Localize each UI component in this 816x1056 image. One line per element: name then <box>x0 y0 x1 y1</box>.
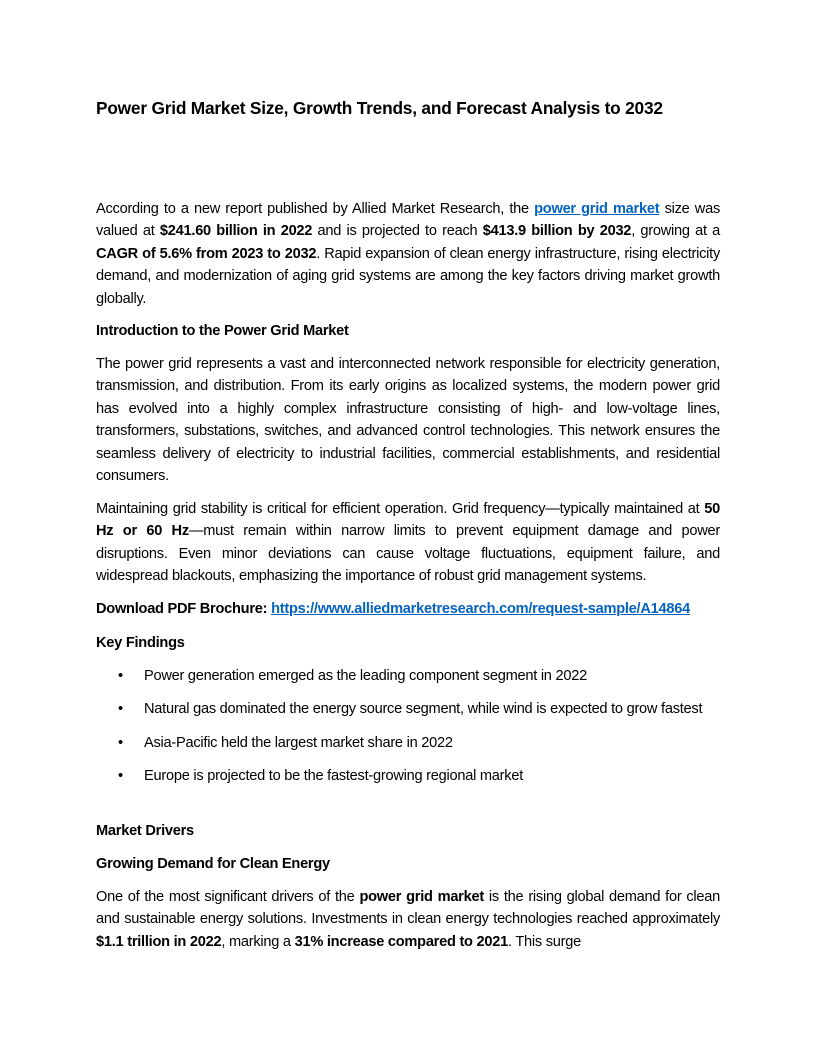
finding-text: Natural gas dominated the energy source segment, while wind is expected to grow fastest <box>144 701 703 718</box>
increase-value: 31% increase compared to 2021 <box>294 933 508 950</box>
bullet-icon: • <box>118 734 123 751</box>
frequency-value: 50 Hz or 60 Hz <box>96 501 720 540</box>
text: size was valued at <box>96 201 721 240</box>
text: , growing at a <box>631 223 720 240</box>
section-heading-market-drivers: Market Drivers <box>96 823 194 839</box>
download-brochure-link[interactable]: https://www.alliedmarketresearch.com/request-sample/A14864 <box>271 601 690 617</box>
section-heading-key-findings: Key Findings <box>96 635 185 651</box>
emphasis: power grid market <box>359 889 484 905</box>
text: —must remain within narrow limits to prevent equipment damage and power disruptions. Even minor deviations can cause voltage fluctuations, equipment failure, and widespread blackouts, emphasizing the importance of robust grid management systems. <box>96 523 720 585</box>
text: One of the most significant drivers of the <box>96 889 360 905</box>
finding-text: Asia-Pacific held the largest market share in 2022 <box>144 734 453 751</box>
power-grid-market-link[interactable]: power grid market <box>534 201 660 217</box>
list-item <box>96 698 720 720</box>
bullet-icon: • <box>118 668 123 684</box>
bullet-icon: • <box>118 768 123 785</box>
market-value-2032: $413.9 billion by 2032 <box>482 223 632 240</box>
investment-value: $1.1 trillion in 2022 <box>96 933 222 950</box>
text: and is projected to reach <box>312 223 483 240</box>
finding-text: Europe is projected to be the fastest-growing regional market <box>144 768 523 785</box>
bullet-icon: • <box>118 701 123 718</box>
intro-paragraph <box>96 198 720 310</box>
download-brochure-line <box>96 598 690 620</box>
list-item <box>96 665 720 687</box>
download-label: Download PDF Brochure: <box>96 601 272 617</box>
text: , marking a <box>221 933 295 950</box>
page-title: Power Grid Market Size, Growth Trends, and Forecast Analysis to 2032 <box>96 98 663 118</box>
list-item <box>96 765 720 787</box>
market-value-2022: $241.60 billion in 2022 <box>159 223 313 240</box>
text: Maintaining grid stability is critical for efficient operation. Grid frequency—typically maintained at <box>96 501 705 517</box>
introduction-paragraph: The power grid represents a vast and interconnected network responsible for electricity generation, transmission, and distribution. From its early origins as localized systems, the modern power grid has evolved into a highly complex infrastructure consisting of high- and low-voltage lines, transformers, substations, switches, and advanced control technologies. This network ensures the seamless delivery of electricity to industrial facilities, commercial establishments, and residential consumers. <box>96 356 720 485</box>
subsection-heading-clean-energy: Growing Demand for Clean Energy <box>96 856 330 872</box>
list-item <box>96 732 720 754</box>
clean-energy-paragraph <box>96 886 720 953</box>
grid-stability-paragraph <box>96 498 720 588</box>
finding-text: Power generation emerged as the leading component segment in 2022 <box>144 668 587 684</box>
text: According to a new report published by Allied Market Research, the <box>96 201 535 217</box>
text: . This surge <box>508 933 581 950</box>
key-findings-list <box>96 665 720 788</box>
text: is the rising global demand for clean and sustainable energy solutions. Investments in clean energy technologies reached approximately <box>96 889 720 928</box>
text: . Rapid expansion of clean energy infrastructure, rising electricity demand, and modernization of aging grid systems are among the key factors driving market growth globally. <box>96 245 720 307</box>
section-heading-introduction: Introduction to the Power Grid Market <box>96 323 349 339</box>
cagr-value: CAGR of 5.6% from 2023 to 2032 <box>96 245 317 262</box>
